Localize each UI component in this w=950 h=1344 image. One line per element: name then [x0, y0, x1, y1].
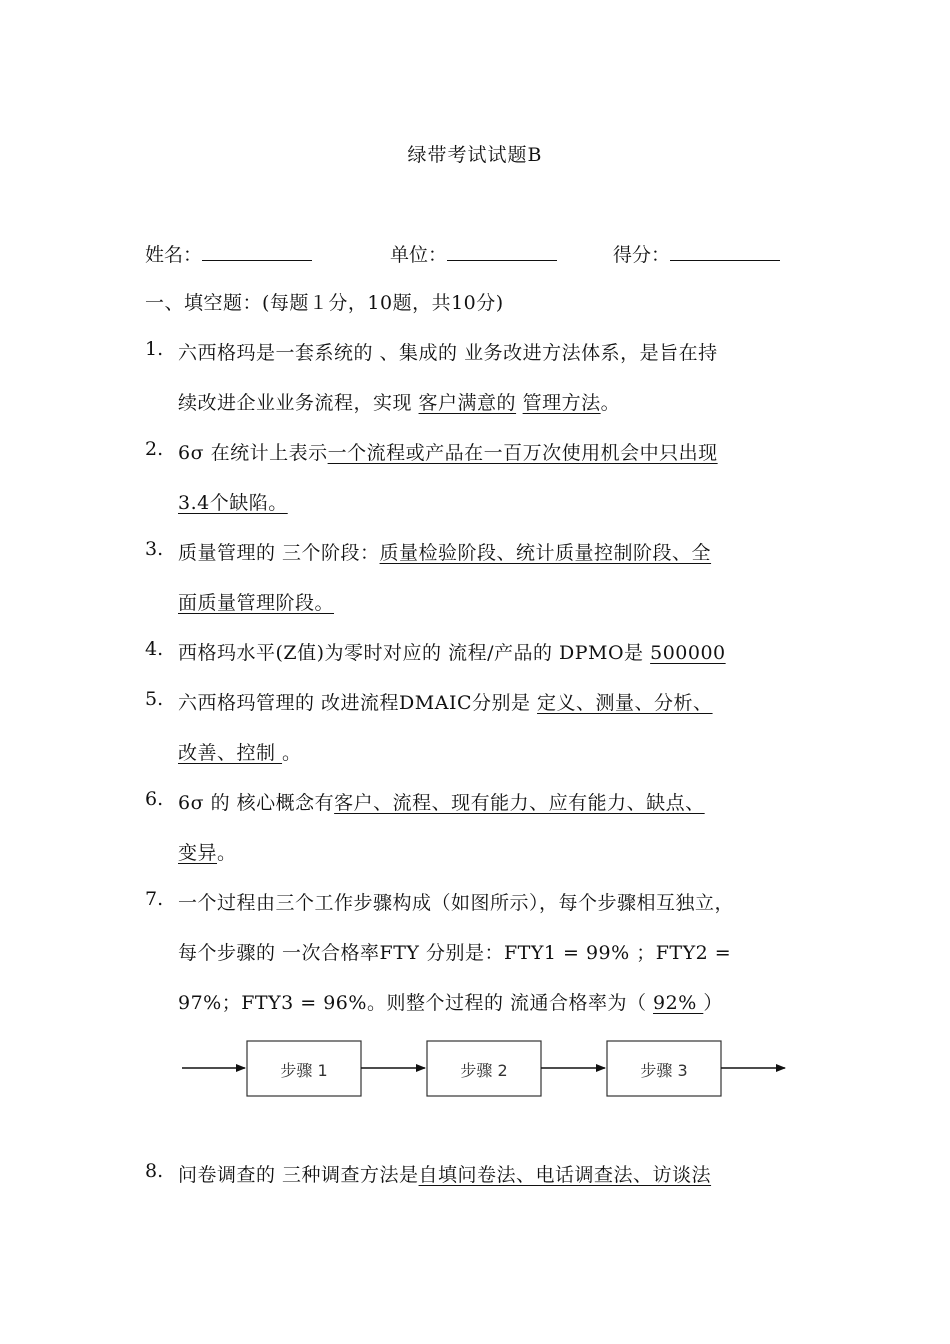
q1-answer-1: 客户满意的: [418, 392, 517, 414]
unit-field[interactable]: [390, 240, 557, 267]
q2-text: 6σ 在统计上表示: [178, 442, 328, 464]
q3-text: 质量管理的 三个阶段：: [178, 542, 380, 564]
exam-title: 绿带考试试题B: [407, 144, 543, 166]
q2-number: 2.: [145, 438, 164, 460]
score-blank[interactable]: [670, 246, 780, 261]
score-label: 得分：: [613, 244, 671, 266]
q8-number: 8.: [145, 1160, 164, 1182]
q6-text: 6σ 的 核心概念有: [178, 792, 335, 814]
q8-text: 问卷调查的 三种调查方法是: [178, 1164, 419, 1186]
process-flow-diagram: [0, 1030, 950, 1110]
q6-number: 6.: [145, 788, 164, 810]
q7-end: ）: [703, 992, 723, 1014]
q5-answer-2: 改善、控制: [178, 742, 283, 764]
q7-line2: 每个步骤的 一次合格率FTY 分别是：FTY1 = 99% ；FTY2 =: [178, 942, 732, 964]
q4-number: 4.: [145, 638, 164, 660]
step-3-label: 步骤 3: [640, 1061, 688, 1080]
unit-label: 单位：: [390, 244, 448, 266]
q1-answer-2: 管理方法: [522, 392, 601, 414]
q7-line3: [178, 988, 723, 1015]
step-1-label: 步骤 1: [280, 1061, 328, 1080]
q7-number: 7.: [145, 888, 164, 910]
q3-number: 3.: [145, 538, 164, 560]
q5-text: 六西格玛管理的 改进流程DMAIC分别是: [178, 692, 538, 714]
q1-number: 1.: [145, 338, 164, 360]
q2-answer: 一个流程或产品在一百万次使用机会中只出现: [327, 442, 718, 464]
q5-line2: [178, 738, 302, 765]
q4-answer: 500000: [650, 642, 726, 664]
q5-number: 5.: [145, 688, 164, 710]
q6-answer-2: 变异: [178, 842, 218, 864]
q5-answer-1: 定义、测量、分析、: [537, 692, 713, 714]
q6-end: 。: [217, 842, 237, 864]
q3-line1: [178, 538, 711, 565]
score-field[interactable]: [613, 240, 780, 267]
q7-answer: 92%: [653, 992, 704, 1014]
q7-line1: 一个过程由三个工作步骤构成（如图所示），每个步骤相互独立，: [178, 892, 735, 914]
q1-text: 续改进企业业务流程，实现: [178, 392, 419, 414]
q8-answer: 自填问卷法、电话调查法、访谈法: [418, 1164, 712, 1186]
name-label: 姓名：: [145, 244, 203, 266]
q4-line1: [178, 638, 726, 665]
q5-end: 。: [282, 742, 302, 764]
q3-answer: 质量检验阶段、统计质量控制阶段、全: [379, 542, 712, 564]
name-blank[interactable]: [202, 246, 312, 261]
q6-line2: [178, 838, 237, 865]
q2-line1: [178, 438, 718, 465]
q5-line1: [178, 688, 713, 715]
unit-blank[interactable]: [447, 246, 557, 261]
q8-line1: [178, 1160, 711, 1187]
q1-line1: 六西格玛是一套系统的 、集成的 业务改进方法体系，是旨在持: [178, 342, 718, 364]
section-heading: 一、填空题：(每题１分，10题，共10分): [145, 292, 504, 314]
q1-line2: [178, 388, 620, 415]
q6-line1: [178, 788, 705, 815]
q2-line2: 3.4个缺陷。: [178, 492, 288, 514]
name-field[interactable]: [145, 240, 312, 267]
q4-text: 西格玛水平(Z值)为零时对应的 流程/产品的 DPMO是: [178, 642, 651, 664]
step-2-label: 步骤 2: [460, 1061, 508, 1080]
q6-answer-1: 客户、流程、现有能力、应有能力、缺点、: [334, 792, 705, 814]
q3-line2: 面质量管理阶段。: [178, 592, 335, 614]
q7-text: 97%；FTY3 = 96%。则整个过程的 流通合格率为（: [178, 992, 654, 1014]
q1-end: 。: [600, 392, 621, 414]
